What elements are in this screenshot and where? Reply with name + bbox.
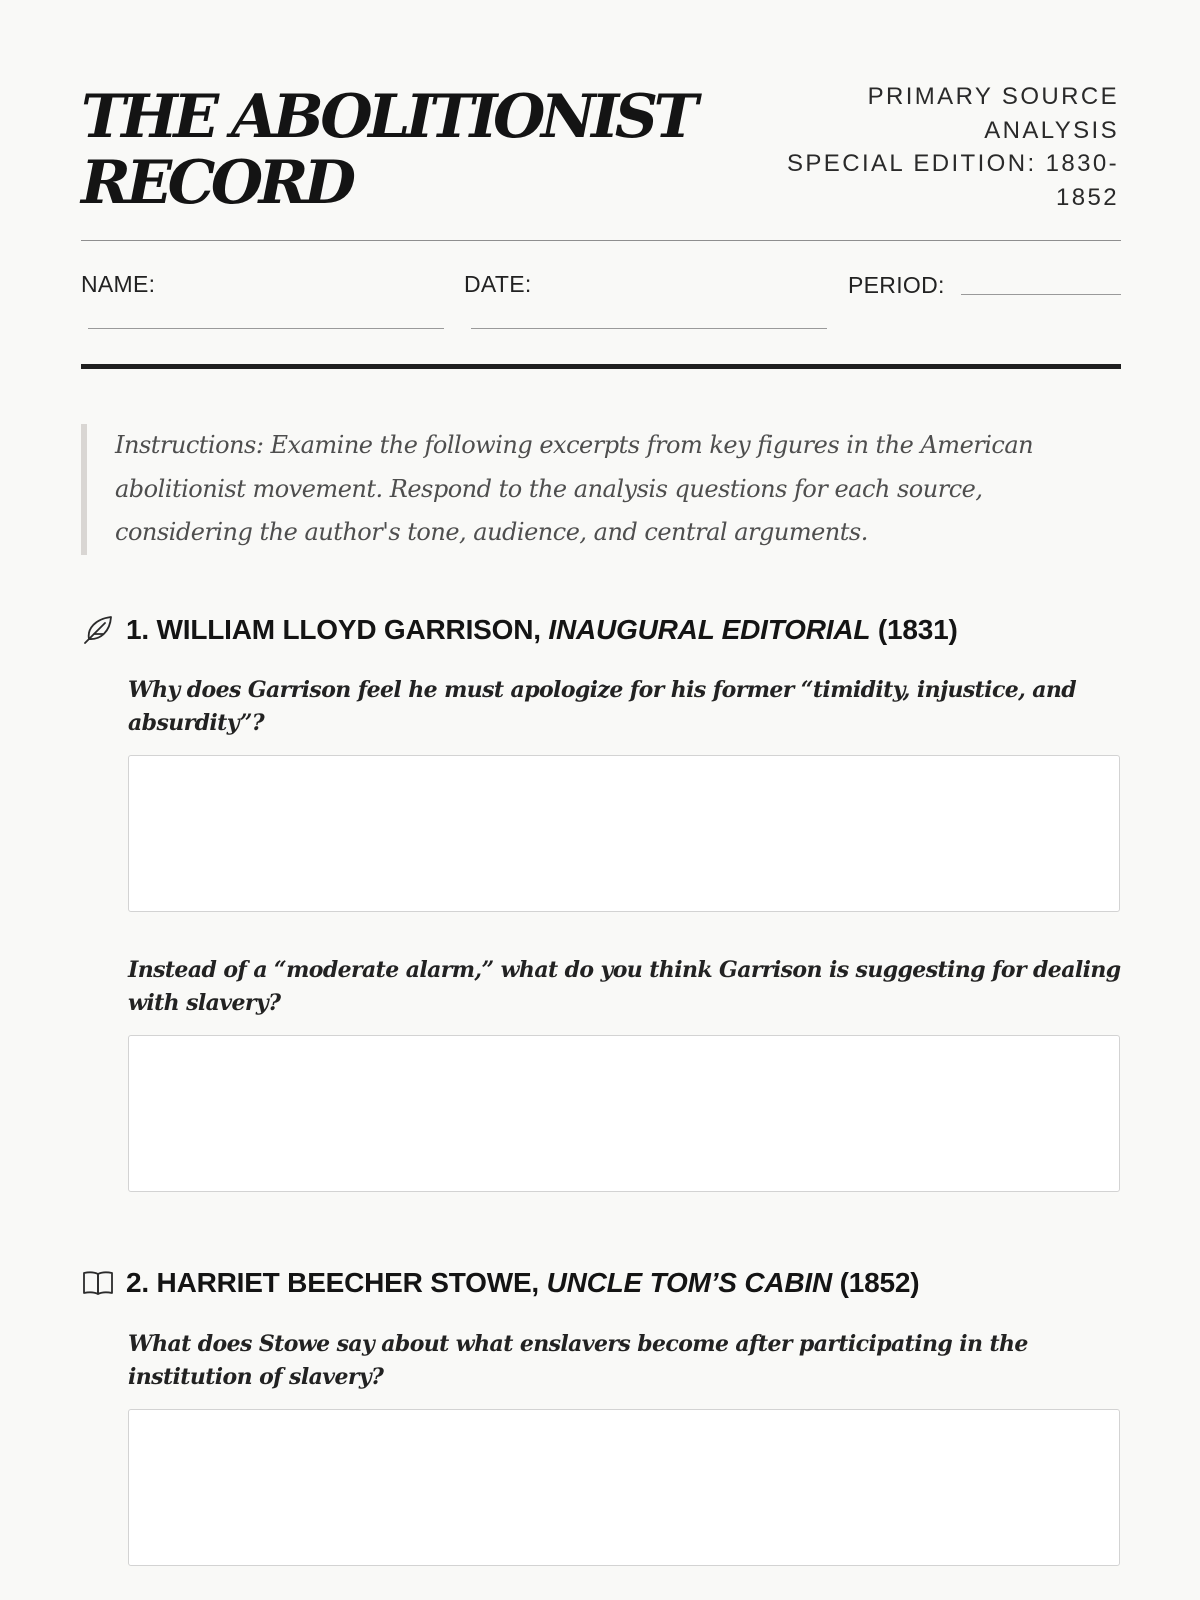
feather-quill-icon — [81, 613, 115, 647]
question-text: Instead of a “moderate alarm,” what do you think Garrison is suggesting for dealing with slavery? — [128, 957, 1121, 1016]
section-heading-stowe — [81, 1266, 919, 1300]
title-line-1: THE ABOLITIONIST — [81, 82, 694, 152]
edition-line-3: SPECIAL EDITION: 1830- — [786, 150, 1119, 177]
edition-info — [759, 80, 1119, 214]
header-divider — [81, 240, 1121, 241]
date-field[interactable] — [471, 328, 827, 329]
section-work-title: INAUGURAL EDITORIAL — [548, 614, 871, 645]
name-field[interactable] — [88, 328, 444, 329]
date-label: DATE: — [464, 271, 532, 297]
period-label: PERIOD: — [848, 272, 945, 298]
section-number: 1. — [126, 614, 149, 645]
masthead — [81, 84, 721, 216]
answer-box[interactable] — [128, 1035, 1120, 1192]
edition-line-2: ANALYSIS — [984, 116, 1119, 144]
name-label: NAME: — [81, 271, 156, 297]
publication-title — [81, 84, 721, 216]
section-year: (1831) — [877, 614, 958, 645]
edition-line-1: PRIMARY SOURCE — [867, 83, 1119, 110]
section-author: HARRIET BEECHER STOWE, — [156, 1267, 539, 1298]
title-line-2: RECORD — [81, 148, 352, 218]
question-text: What does Stowe say about what enslavers become after participating in the institution of slavery? — [128, 1331, 1028, 1390]
answer-box[interactable] — [128, 755, 1120, 912]
section-number: 2. — [126, 1267, 149, 1298]
section-heading-garrison — [81, 613, 958, 647]
open-book-icon — [81, 1266, 115, 1300]
edition-line-4: 1852 — [1056, 183, 1119, 211]
answer-box[interactable] — [128, 1409, 1120, 1566]
instructions-block: Instructions: Examine the following excerpts from key figures in the American abolitionist movement. Respond to the analysis questions for each source, considering the author's tone, audience, and central arguments. — [81, 424, 1121, 555]
section-author: WILLIAM LLOYD GARRISON, — [156, 614, 541, 645]
section-year: (1852) — [839, 1267, 920, 1298]
question-text: Why does Garrison feel he must apologize for his former “timidity, injustice, and absurdity”? — [128, 677, 1077, 736]
section-work-title: UNCLE TOM’S CABIN — [546, 1267, 833, 1298]
section-divider — [81, 364, 1121, 369]
period-field[interactable] — [961, 294, 1121, 295]
